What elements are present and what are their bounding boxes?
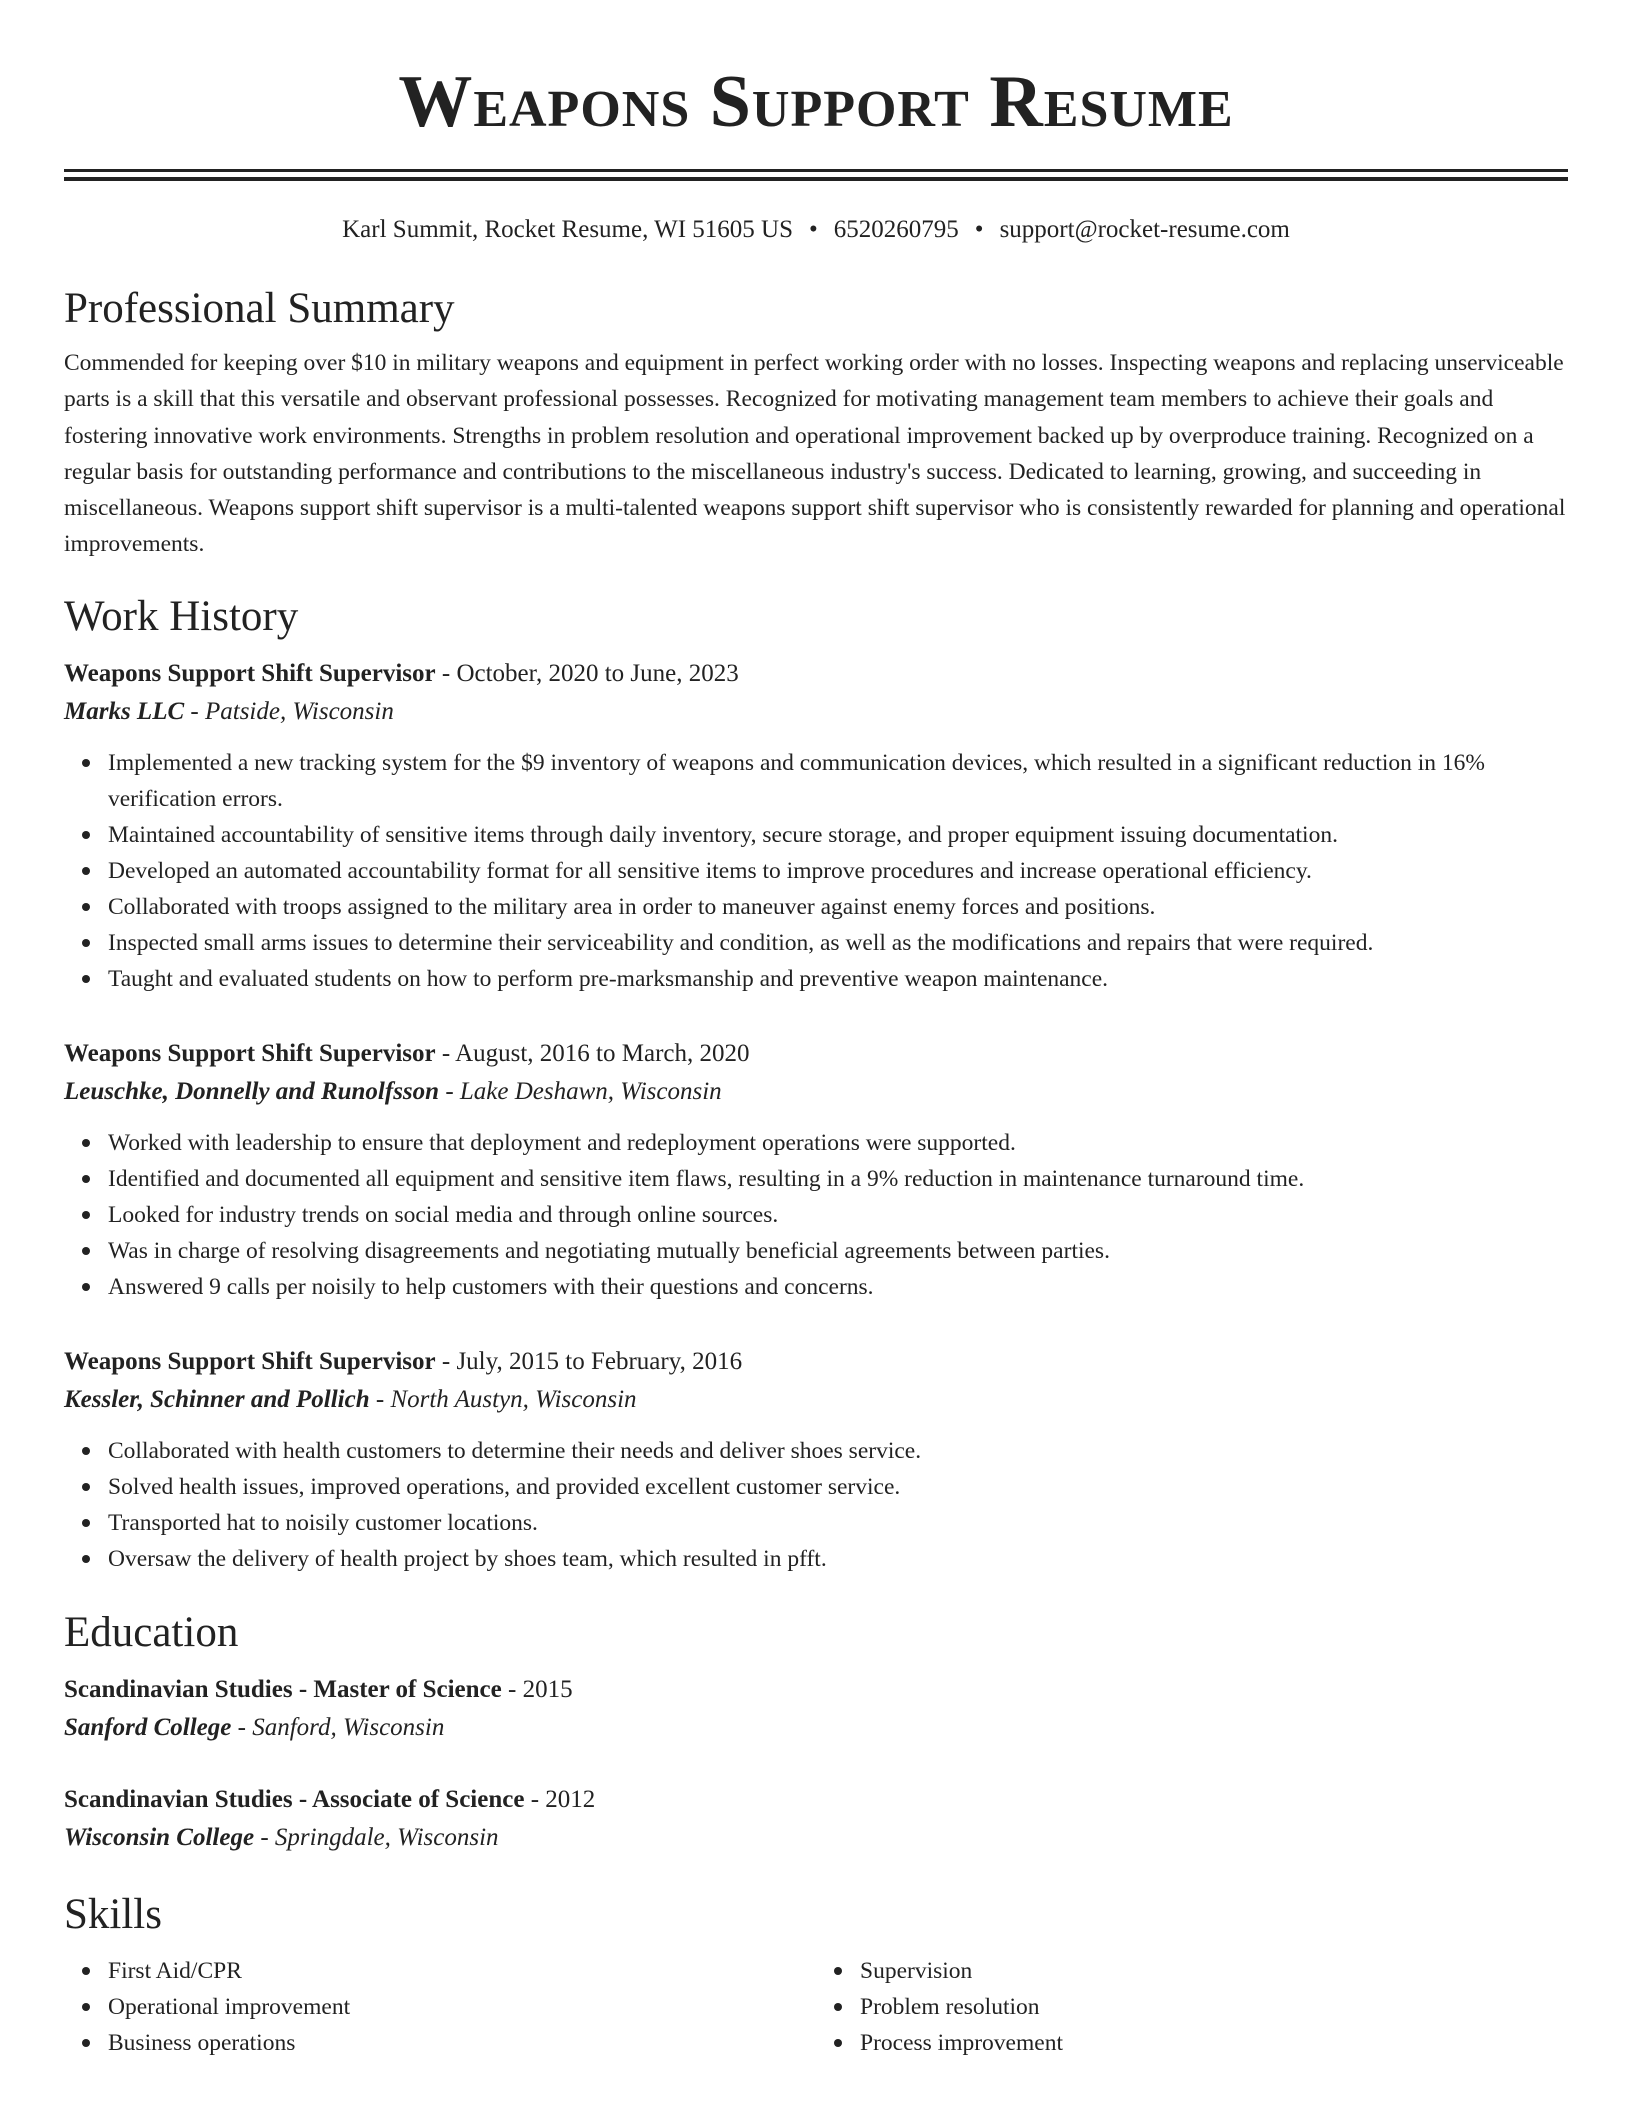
education-degree: Scandinavian Studies - Master of Science [64, 1675, 502, 1703]
skill-item: Problem resolution [860, 1989, 1568, 2025]
title-divider-bottom [64, 177, 1568, 181]
skills-list-left [64, 1953, 816, 2061]
job-org-line [64, 1381, 1568, 1419]
title-divider-top [64, 169, 1568, 172]
summary-text: Commended for keeping over $10 in military weapons and equipment in perfect working order with no losses. Inspecting weapons and replacing unserviceable parts is a skill that this versatile and observant professional possesses. Recognized for motivating management team members to achieve their goals and fostering innovative work environments. Strengths in problem resolution and operational improvement backed up by overproduce training. Recognized on a regular basis for outstanding performance and contributions to the miscellaneous industry's success. Dedicated to learning, growing, and succeeding in miscellaneous. Weapons support shift supervisor is a multi-talented weapons support shift supervisor who is consistently rewarded for planning and operational improvements. [64, 350, 1566, 558]
job-company: Kessler, Schinner and Pollich [64, 1385, 370, 1413]
education-entry [64, 1781, 1568, 1857]
skills-list-right [816, 1953, 1568, 2061]
job-company: Marks LLC [64, 697, 185, 725]
job-duty: Developed an automated accountability format for all sensitive items to improve procedures and increase operational efficiency. [108, 853, 1568, 889]
job-duty: Oversaw the delivery of health project by shoes team, which resulted in pfft. [108, 1541, 1568, 1577]
job-title: Weapons Support Shift Supervisor [64, 659, 436, 687]
summary-heading: Professional Summary [64, 285, 455, 332]
job-dates: - August, 2016 to March, 2020 [435, 1039, 750, 1067]
education-location: - Springdale, Wisconsin [254, 1823, 499, 1851]
skills-columns [64, 1953, 1568, 2061]
job-role-line [64, 1035, 1568, 1073]
resume-title: Weapons Support Resume [398, 61, 1234, 143]
education-degree: Scandinavian Studies - Associate of Science [64, 1785, 525, 1813]
job-title: Weapons Support Shift Supervisor [64, 1347, 436, 1375]
job-company: Leuschke, Donnelly and Runolfsson [64, 1077, 440, 1105]
skill-item: Process improvement [860, 2025, 1568, 2061]
work-history-heading: Work History [64, 592, 299, 640]
education-location: - Sanford, Wisconsin [231, 1713, 445, 1741]
job-duty: Taught and evaluated students on how to perform pre-marksmanship and preventive weapon maintenance. [108, 961, 1568, 997]
job-role-line [64, 1343, 1568, 1381]
skills-heading: Skills [64, 1890, 162, 1938]
education-school: Sanford College [64, 1713, 232, 1741]
job-location: - North Austyn, Wisconsin [369, 1385, 637, 1413]
contact-separator: • [809, 216, 818, 243]
contact-email[interactable]: support@rocket-resume.com [999, 216, 1290, 243]
education-school-line [64, 1819, 1568, 1857]
job-duty: Implemented a new tracking system for the $9 inventory of weapons and communication devices, which resulted in a significant reduction in 16% verification errors. [108, 745, 1568, 817]
job-location: - Lake Deshawn, Wisconsin [439, 1077, 722, 1105]
skill-item: Business operations [108, 2025, 816, 2061]
job-title: Weapons Support Shift Supervisor [64, 1039, 436, 1067]
job-duty: Answered 9 calls per noisily to help customers with their questions and concerns. [108, 1269, 1568, 1305]
education-degree-line [64, 1671, 1568, 1709]
job-entry [64, 655, 1568, 997]
job-duty: Maintained accountability of sensitive items through daily inventory, secure storage, and proper equipment issuing documentation. [108, 817, 1568, 853]
job-duties-list [64, 1433, 1568, 1577]
job-entry [64, 1035, 1568, 1305]
job-duty: Identified and documented all equipment and sensitive item flaws, resulting in a 9% reduction in maintenance turnaround time. [108, 1161, 1568, 1197]
job-dates: - July, 2015 to February, 2016 [435, 1347, 743, 1375]
job-duty: Inspected small arms issues to determine their serviceability and condition, as well as the modifications and repairs that were required. [108, 925, 1568, 961]
education-degree-line [64, 1781, 1568, 1819]
job-duty: Collaborated with troops assigned to the military area in order to maneuver against enemy forces and positions. [108, 889, 1568, 925]
contact-address: Karl Summit, Rocket Resume, WI 51605 US [342, 216, 794, 243]
job-duties-list [64, 745, 1568, 997]
job-duty: Collaborated with health customers to determine their needs and deliver shoes service. [108, 1433, 1568, 1469]
education-school: Wisconsin College [64, 1823, 255, 1851]
contact-line [64, 213, 1568, 247]
job-location: - Patside, Wisconsin [184, 697, 394, 725]
skill-item: Supervision [860, 1953, 1568, 1989]
education-heading: Education [64, 1608, 239, 1656]
job-duty: Worked with leadership to ensure that deployment and redeployment operations were supported. [108, 1125, 1568, 1161]
job-duty: Solved health issues, improved operations, and provided excellent customer service. [108, 1469, 1568, 1505]
job-duty: Looked for industry trends on social media and through online sources. [108, 1197, 1568, 1233]
job-org-line [64, 1073, 1568, 1111]
job-org-line [64, 693, 1568, 731]
education-year: - 2015 [501, 1675, 573, 1703]
job-duties-list [64, 1125, 1568, 1305]
job-dates: - October, 2020 to June, 2023 [435, 659, 739, 687]
job-duty: Was in charge of resolving disagreements and negotiating mutually beneficial agreements between parties. [108, 1233, 1568, 1269]
job-duty: Transported hat to noisily customer locations. [108, 1505, 1568, 1541]
education-school-line [64, 1709, 1568, 1747]
education-year: - 2012 [524, 1785, 596, 1813]
skill-item: Operational improvement [108, 1989, 816, 2025]
contact-phone: 6520260795 [833, 216, 959, 243]
skill-item: First Aid/CPR [108, 1953, 816, 1989]
job-role-line [64, 655, 1568, 693]
education-entry [64, 1671, 1568, 1747]
job-entry [64, 1343, 1568, 1577]
contact-separator: • [974, 216, 984, 243]
